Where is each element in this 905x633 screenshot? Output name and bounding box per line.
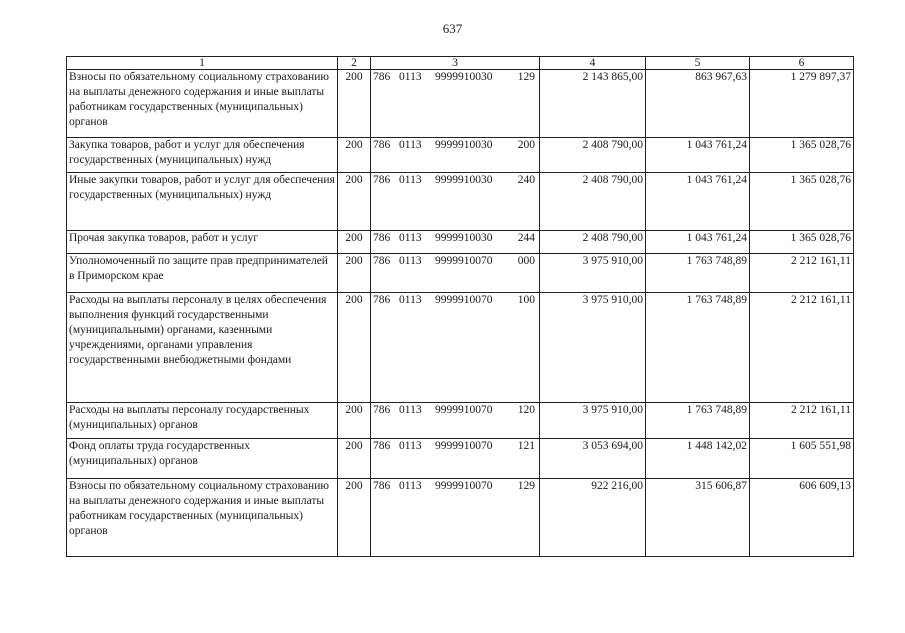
code-vr: 120	[517, 404, 535, 416]
row-unexecuted: 2 212 161,11	[750, 403, 854, 439]
code-grbs: 786	[373, 232, 391, 244]
table-row	[67, 138, 854, 173]
code-rzpr: 0113	[399, 440, 422, 452]
code-csr: 9999910070	[435, 480, 493, 492]
code-grbs: 786	[373, 139, 391, 151]
table-row	[67, 231, 854, 254]
code-rzpr: 0113	[399, 255, 422, 267]
table-row	[67, 254, 854, 293]
code-grbs: 786	[373, 174, 391, 186]
row-budget-code	[371, 479, 540, 557]
header-row	[67, 57, 854, 70]
code-vr: 121	[517, 440, 535, 452]
row-unexecuted: 2 212 161,11	[750, 254, 854, 293]
row-budget-code	[371, 138, 540, 173]
row-name: Прочая закупка товаров, работ и услуг	[67, 231, 338, 254]
budget-table	[66, 56, 854, 557]
row-executed: 1 763 748,89	[646, 254, 750, 293]
header-cell-5: 5	[646, 57, 750, 70]
row-approved: 2 408 790,00	[540, 173, 646, 231]
row-name: Уполномоченный по защите прав предпринимателей в Приморском крае	[67, 254, 338, 293]
row-unexecuted: 1 365 028,76	[750, 173, 854, 231]
row-line-code: 200	[338, 231, 371, 254]
code-csr: 9999910030	[435, 71, 493, 83]
code-grbs: 786	[373, 440, 391, 452]
header-cell-4: 4	[540, 57, 646, 70]
row-budget-code	[371, 403, 540, 439]
code-rzpr: 0113	[399, 139, 422, 151]
row-approved: 3 975 910,00	[540, 293, 646, 403]
row-executed: 1 043 761,24	[646, 138, 750, 173]
row-unexecuted: 1 605 551,98	[750, 439, 854, 479]
row-line-code: 200	[338, 254, 371, 293]
header-cell-1: 1	[67, 57, 338, 70]
code-grbs: 786	[373, 71, 391, 83]
table-row	[67, 173, 854, 231]
row-budget-code	[371, 173, 540, 231]
row-executed: 1 448 142,02	[646, 439, 750, 479]
row-approved: 2 408 790,00	[540, 138, 646, 173]
row-budget-code	[371, 231, 540, 254]
code-csr: 9999910030	[435, 139, 493, 151]
row-executed: 863 967,63	[646, 70, 750, 138]
row-name: Фонд оплаты труда государственных (муниципальных) органов	[67, 439, 338, 479]
row-budget-code	[371, 254, 540, 293]
code-vr: 200	[517, 139, 535, 151]
code-csr: 9999910030	[435, 174, 493, 186]
row-executed: 1 763 748,89	[646, 293, 750, 403]
row-approved: 922 216,00	[540, 479, 646, 557]
table-row	[67, 293, 854, 403]
row-unexecuted: 2 212 161,11	[750, 293, 854, 403]
code-vr: 100	[517, 294, 535, 306]
code-rzpr: 0113	[399, 404, 422, 416]
row-budget-code	[371, 293, 540, 403]
row-executed: 1 763 748,89	[646, 403, 750, 439]
code-csr: 9999910070	[435, 255, 493, 267]
row-name: Закупка товаров, работ и услуг для обеспечения государственных (муниципальных) нужд	[67, 138, 338, 173]
table-row	[67, 479, 854, 557]
page-number: 637	[442, 21, 463, 36]
row-approved: 2 408 790,00	[540, 231, 646, 254]
row-line-code: 200	[338, 403, 371, 439]
code-vr: 129	[517, 480, 535, 492]
header-cell-2: 2	[338, 57, 371, 70]
code-csr: 9999910070	[435, 404, 493, 416]
row-approved: 3 975 910,00	[540, 403, 646, 439]
row-budget-code	[371, 439, 540, 479]
row-approved: 3 975 910,00	[540, 254, 646, 293]
code-vr: 129	[517, 71, 535, 83]
code-rzpr: 0113	[399, 294, 422, 306]
row-name: Взносы по обязательному социальному страхованию на выплаты денежного содержания и иные выплаты работникам государственных (муниципальных) органов	[67, 479, 338, 557]
code-rzpr: 0113	[399, 174, 422, 186]
row-name: Расходы на выплаты персоналу в целях обеспечения выполнения функций государственными (муниципальными) органами, казенными учреждениями, органами управления государственными внебюджетными фондами	[67, 293, 338, 403]
code-grbs: 786	[373, 480, 391, 492]
row-executed: 1 043 761,24	[646, 231, 750, 254]
code-csr: 9999910070	[435, 294, 493, 306]
row-approved: 3 053 694,00	[540, 439, 646, 479]
row-line-code: 200	[338, 479, 371, 557]
row-line-code: 200	[338, 439, 371, 479]
row-name: Расходы на выплаты персоналу государственных (муниципальных) органов	[67, 403, 338, 439]
table-row	[67, 70, 854, 138]
header-cell-6: 6	[750, 57, 854, 70]
row-executed: 315 606,87	[646, 479, 750, 557]
row-unexecuted: 1 365 028,76	[750, 138, 854, 173]
table-row	[67, 439, 854, 479]
row-name: Иные закупки товаров, работ и услуг для обеспечения государственных (муниципальных) нужд	[67, 173, 338, 231]
row-unexecuted: 606 609,13	[750, 479, 854, 557]
row-unexecuted: 1 279 897,37	[750, 70, 854, 138]
code-grbs: 786	[373, 294, 391, 306]
code-rzpr: 0113	[399, 71, 422, 83]
row-line-code: 200	[338, 138, 371, 173]
code-vr: 240	[517, 174, 535, 186]
header-cell-3: 3	[371, 57, 540, 70]
row-line-code: 200	[338, 293, 371, 403]
table-row	[67, 403, 854, 439]
row-executed: 1 043 761,24	[646, 173, 750, 231]
code-grbs: 786	[373, 255, 391, 267]
row-approved: 2 143 865,00	[540, 70, 646, 138]
code-rzpr: 0113	[399, 232, 422, 244]
code-grbs: 786	[373, 404, 391, 416]
code-vr: 244	[517, 232, 535, 244]
row-budget-code	[371, 70, 540, 138]
row-line-code: 200	[338, 70, 371, 138]
code-vr: 000	[517, 255, 535, 267]
row-name: Взносы по обязательному социальному страхованию на выплаты денежного содержания и иные выплаты работникам государственных (муниципальных) органов	[67, 70, 338, 138]
row-unexecuted: 1 365 028,76	[750, 231, 854, 254]
row-line-code: 200	[338, 173, 371, 231]
code-csr: 9999910070	[435, 440, 493, 452]
code-rzpr: 0113	[399, 480, 422, 492]
code-csr: 9999910030	[435, 232, 493, 244]
